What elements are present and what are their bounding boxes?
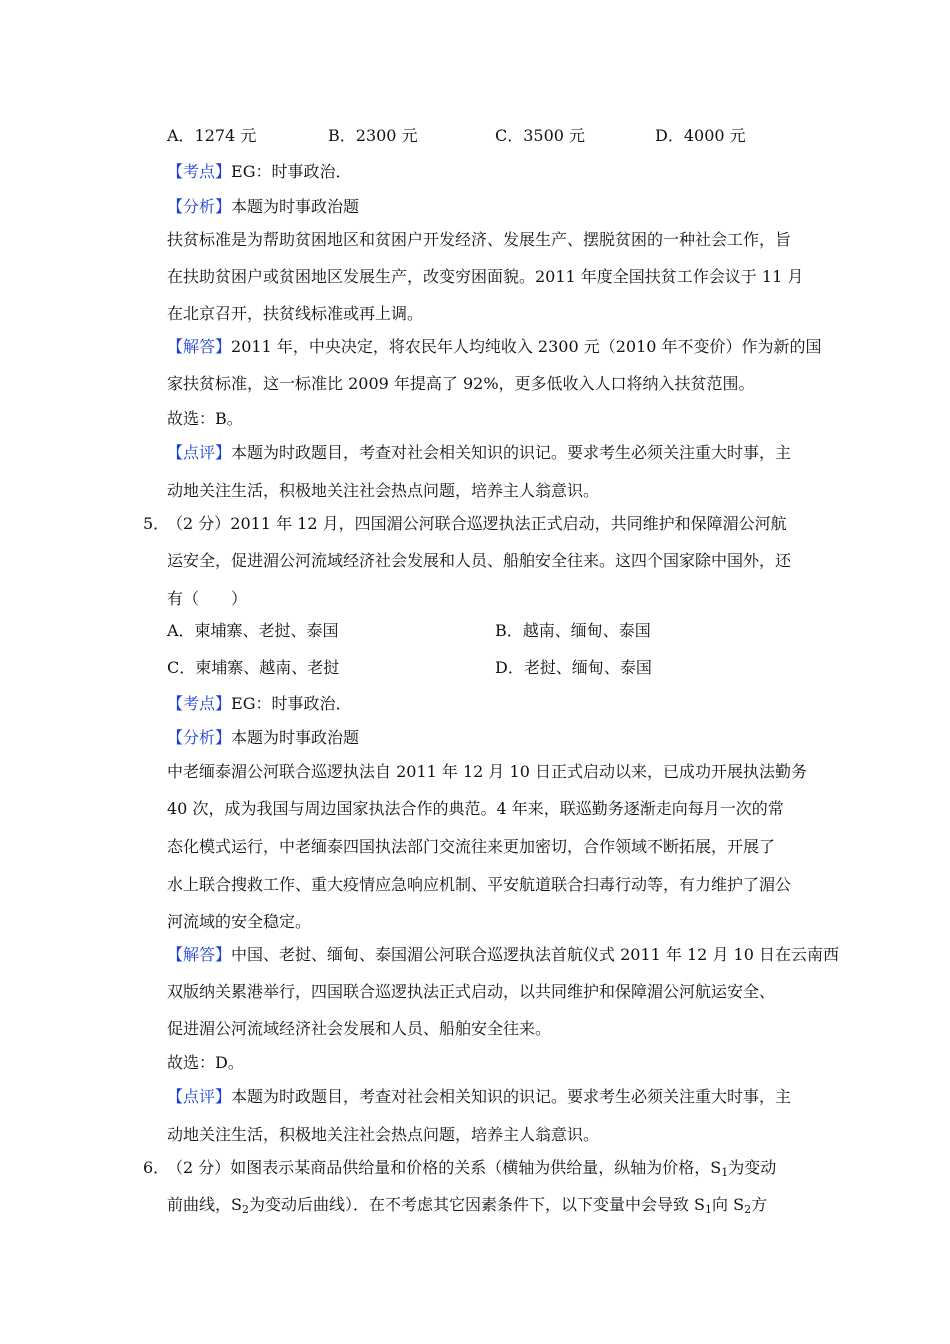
q5-analysis-line: 态化模式运行，中老缅泰四国执法部门交流往来更加密切，合作领域不断拓展，开展了 <box>167 837 776 856</box>
dianping-tag: 【点评】 <box>167 1087 232 1106</box>
q4-option-c: C．3500 元 <box>495 126 586 145</box>
q6-subscript: 2 <box>744 1203 752 1216</box>
q5-fenxi <box>167 728 359 748</box>
q5-option-c: C．柬埔寨、越南、老挝 <box>167 658 340 677</box>
q5-stem-line: 有（ ） <box>167 589 248 608</box>
q5-dianping <box>167 1087 791 1107</box>
q4-dianping-line: 动地关注生活，积极地关注社会热点问题，培养主人翁意识。 <box>167 481 600 500</box>
q4-jieda <box>167 337 822 357</box>
q4-option-a: A．1274 元 <box>167 126 257 145</box>
q5-number: 5． <box>143 514 170 533</box>
q5-analysis-line: 河流域的安全稳定。 <box>167 912 312 931</box>
jieda-text: 2011 年，中央决定，将农民年人均纯收入 2300 元（2010 年不变价）作为新的国 <box>231 337 822 356</box>
q5-stem-line: 运安全，促进湄公河流域经济社会发展和人员、船舶安全往来。这四个国家除中国外，还 <box>167 551 792 570</box>
q6-text: 向 S <box>712 1195 745 1214</box>
q6-number: 6． <box>143 1158 170 1177</box>
q6-text: 为变动后曲线）．在不考虑其它因素条件下，以下变量中会导致 S <box>248 1195 706 1214</box>
q6-stem-line <box>167 1195 767 1215</box>
q4-fenxi <box>167 197 359 217</box>
q4-kaodian <box>167 162 351 182</box>
q5-option-b: B．越南、缅甸、泰国 <box>495 621 651 640</box>
q5-jieda-line: 促进湄公河流域经济社会发展和人员、船舶安全往来。 <box>167 1019 552 1038</box>
q4-analysis-line: 扶贫标准是为帮助贫困地区和贫困户开发经济、发展生产、摆脱贫困的一种社会工作，旨 <box>167 230 792 249</box>
dianping-text: 本题为时政题目，考查对社会相关知识的识记。要求考生必须关注重大时事，主 <box>231 1087 792 1106</box>
q4-option-b: B．2300 元 <box>328 126 418 145</box>
q4-analysis-line: 在北京召开，扶贫线标准或再上调。 <box>167 304 424 323</box>
q5-analysis-line: 40 次，成为我国与周边国家执法合作的典范。4 年来，联巡勤务逐渐走向每月一次的常 <box>167 799 784 818</box>
q6-subscript: 1 <box>705 1203 713 1216</box>
fenxi-text: 本题为时事政治题 <box>231 728 360 747</box>
q4-analysis-line: 在扶助贫困户或贫困地区发展生产，改变穷困面貌。2011 年度全国扶贫工作会议于 11 月 <box>167 267 804 286</box>
kaodian-tag: 【考点】 <box>167 162 232 181</box>
fenxi-tag: 【分析】 <box>167 728 232 747</box>
kaodian-text: EG：时事政治． <box>231 694 352 713</box>
jieda-text: 中国、老挝、缅甸、泰国湄公河联合巡逻执法首航仪式 2011 年 12 月 10 日在云南西 <box>231 945 839 964</box>
q5-option-d: D．老挝、缅甸、泰国 <box>495 658 652 677</box>
q5-jieda-line: 双版纳关累港举行，四国联合巡逻执法正式启动，以共同维护和保障湄公河航运安全、 <box>167 982 776 1001</box>
q5-jieda <box>167 945 839 965</box>
jieda-tag: 【解答】 <box>167 945 232 964</box>
q6-subscript: 2 <box>241 1203 249 1216</box>
q4-option-d: D．4000 元 <box>655 126 746 145</box>
dianping-text: 本题为时政题目，考查对社会相关知识的识记。要求考生必须关注重大时事，主 <box>231 443 792 462</box>
q6-text: 方 <box>751 1195 768 1214</box>
q5-option-a: A．柬埔寨、老挝、泰国 <box>167 621 339 640</box>
q5-dianping-line: 动地关注生活，积极地关注社会热点问题，培养主人翁意识。 <box>167 1125 600 1144</box>
q6-text: （2 分）如图表示某商品供给量和价格的关系（横轴为供给量，纵轴为价格，S <box>167 1158 722 1177</box>
jieda-tag: 【解答】 <box>167 337 232 356</box>
q5-stem-line: （2 分）2011 年 12 月，四国湄公河联合巡逻执法正式启动，共同维护和保障湄公河航 <box>167 514 787 533</box>
q5-analysis-line: 水上联合搜救工作、重大疫情应急响应机制、平安航道联合扫毒行动等，有力维护了湄公 <box>167 875 792 894</box>
fenxi-text: 本题为时事政治题 <box>231 197 360 216</box>
q6-text: 为变动 <box>728 1158 777 1177</box>
q6-stem-line <box>167 1158 776 1178</box>
q6-subscript: 1 <box>721 1166 729 1179</box>
q5-analysis-line: 中老缅泰湄公河联合巡逻执法自 2011 年 12 月 10 日正式启动以来，已成功开展执法勤务 <box>167 762 807 781</box>
q4-dianping <box>167 443 791 463</box>
fenxi-tag: 【分析】 <box>167 197 232 216</box>
kaodian-tag: 【考点】 <box>167 694 232 713</box>
q5-answer: 故选：D。 <box>167 1053 244 1072</box>
kaodian-text: EG：时事政治． <box>231 162 352 181</box>
q4-answer: 故选：B。 <box>167 409 243 428</box>
q6-text: 前曲线，S <box>167 1195 242 1214</box>
q4-jieda-line: 家扶贫标准，这一标准比 2009 年提高了 92%，更多低收入人口将纳入扶贫范围。 <box>167 374 755 393</box>
dianping-tag: 【点评】 <box>167 443 232 462</box>
q5-kaodian <box>167 694 351 714</box>
